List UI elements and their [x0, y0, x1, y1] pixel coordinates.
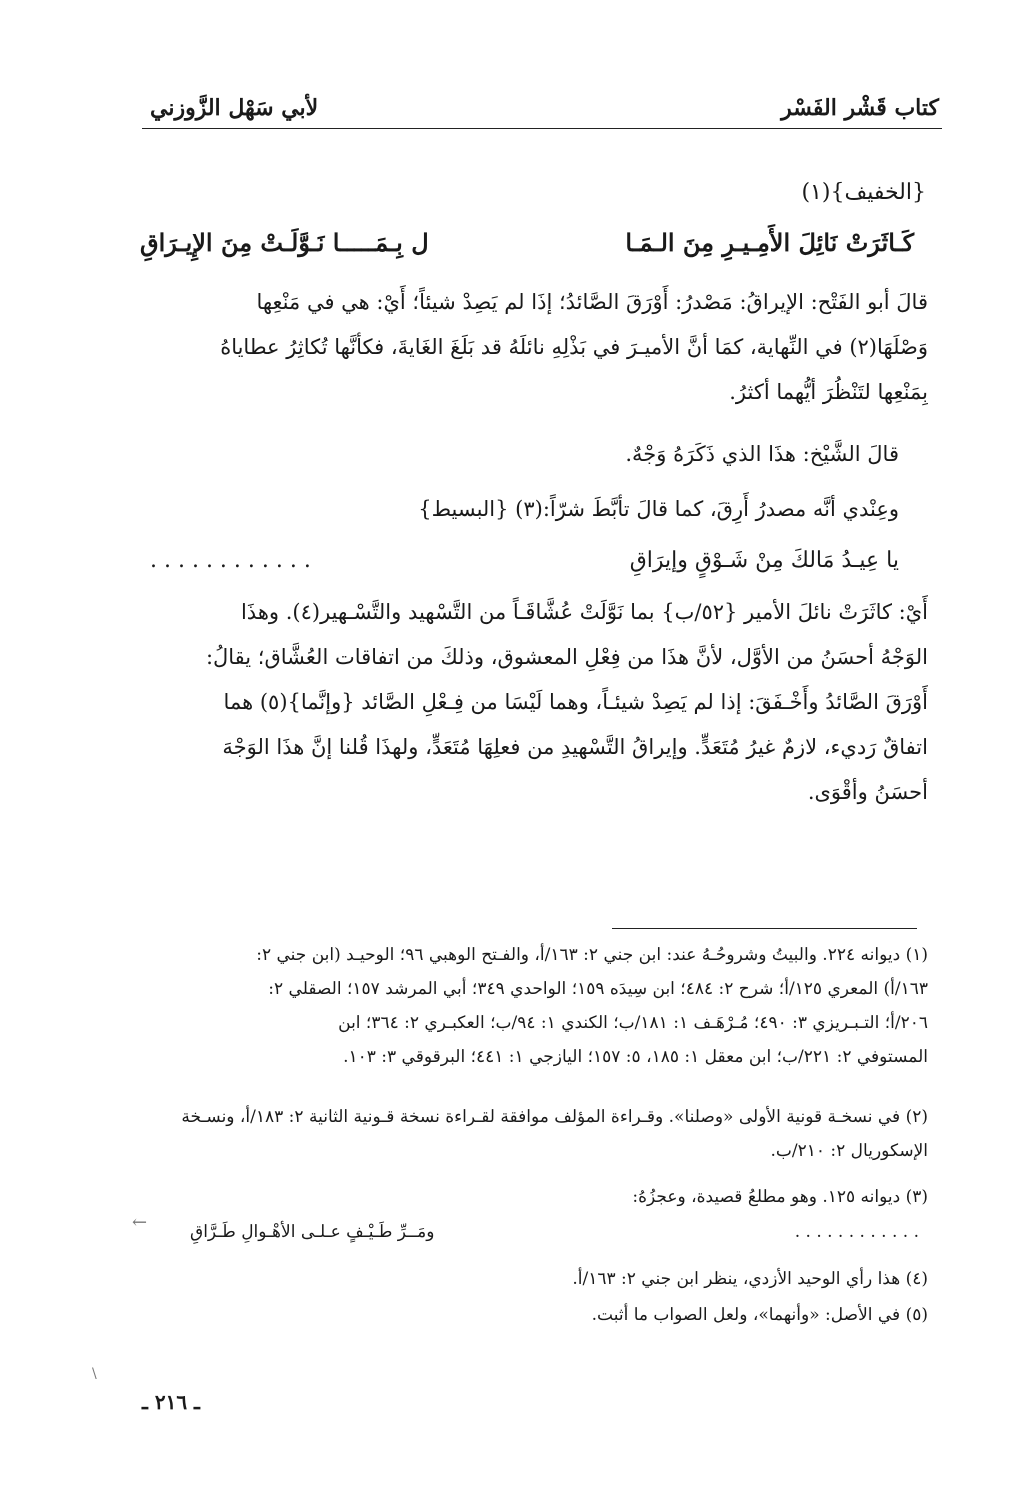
- footnote-divider: [612, 928, 917, 929]
- footnote-1: [150, 938, 928, 1074]
- footnote-line: (١) ديوانه ٢٢٤. والبيتُ وشروحُـهُ عند: ابن جني ٢: ١٦٣/أ، والفـتح الوهبي ٩٦؛ الوحيـد (ابن جني ٢:: [256, 945, 928, 965]
- author-opinion: وعِنْدي أنَّه مصدرُ أَرِقَ، كما قالَ تأبَّطَ شرّاً:(٣) {البسيط}: [418, 497, 899, 521]
- author-title: لأبي سَهْل الزَّوزني: [150, 95, 319, 121]
- verse-hemistich-first: كَـاثَرَتْ نَائِلَ الأَمِـيـرِ مِنَ الـمَـا: [625, 228, 914, 257]
- footnote-line: الإسكوريال ٢: ٢١٠/ب.: [770, 1141, 928, 1161]
- text-line: الوَجْهُ أحسَنُ من الأوَّل، لأنَّ هذَا من فِعْلِ المعشوق، وذلكَ من اتفاقات العُشَّاق؛ يقالُ:: [205, 645, 928, 669]
- text-line: قالَ أبو الفَتْح: الإيراقُ: مَصْدرُ: أَوْرَقَ الصَّائدُ؛ إذَا لم يَصِدْ شيئاً؛ أَيْ: هي في مَنْعِها: [256, 290, 928, 314]
- footnote-line: (٢) في نسخـة قونية الأولى «وصلنا». وقـراءة المؤلف موافقة لقـراءة نسخة قـونية الثانية ٢: ١٨٣/أ، ونسـخة: [181, 1107, 928, 1127]
- margin-mark: \: [92, 1366, 97, 1382]
- verse-hemistich-second: ومَــرِّ طَـيْـفٍ عـلـى الأهْـوالِ طَـرَّاقِ: [190, 1222, 435, 1242]
- footnote-line: ٢٠٦/أ؛ التـبـريزي ٣: ٤٩٠؛ مُـرْهَـف ١: ١٨١/ب؛ الكندي ١: ٩٤/ب؛ العكبـري ٢: ٣٦٤؛ ابن: [338, 1013, 928, 1033]
- page-number: ـ ٢١٦ ـ: [142, 1390, 200, 1414]
- verse-line: [140, 228, 914, 257]
- footnote-line: ١٦٣/أ) المعري ١٢٥/أ؛ شرح ٢: ٤٨٤؛ ابن سِيدَه ١٥٩؛ الواحدي ٣٤٩؛ أبي المرشد ١٥٧؛ الصقلي ٢:: [268, 979, 928, 999]
- header-divider: [142, 128, 942, 129]
- footnote-line: المستوفي ٢: ٢٢١/ب؛ ابن معقل ١: ١٨٥، ٥: ١٥٧؛ اليازجي ١: ٤٤١؛ البرقوقي ٣: ١٠٣.: [343, 1047, 928, 1067]
- footnote-3-verse: [190, 1222, 919, 1242]
- quoted-verse: [150, 548, 899, 573]
- margin-mark: ←: [132, 1212, 148, 1233]
- verse-hemistich-first: . . . . . . . . . . . .: [794, 1222, 919, 1242]
- footnote-3: (٣) ديوانه ١٢٥. وهو مطلعُ قصيدة، وعجزُهُ:: [632, 1187, 928, 1207]
- explanation-paragraph: [150, 590, 928, 815]
- sheikh-remark: قالَ الشَّيْخ: هذَا الذي ذَكَرَهُ وَجْهٌ.: [625, 442, 899, 466]
- verse-hemistich-second: ل بِـمَـــــا نَـوَّلَـتْ مِنَ الإِيـرَاقِ: [140, 228, 429, 257]
- text-line: بِمَنْعِها لتَنْظُرَ أيُّهما أكثرُ.: [729, 380, 928, 404]
- verse-hemistich-second: . . . . . . . . . . . .: [150, 548, 311, 573]
- book-title: كتاب قَشْر الفَسْر: [781, 95, 939, 121]
- commentary-paragraph: [150, 280, 928, 415]
- text-line: وَصْلَهَا(٢) في النِّهاية، كمَا أنَّ الأميـرَ في بَذْلِهِ نائلَهُ قد بَلَغَ الغَايةَ، فكأنَّها تُكاثِرُ عطاياهُ: [220, 335, 928, 359]
- text-line: أَوْرَقَ الصَّائدُ وأَخْـفَقَ: إذا لم يَصِدْ شيئـاً، وهما لَيْسَا من فِـعْلِ الصَّائد {وإنَّما}(٥) هما: [223, 690, 928, 714]
- verse-meter: {الخفيف}(١): [801, 180, 926, 205]
- text-line: أحسَنُ وأقْوَى.: [807, 780, 928, 804]
- footnote-5: (٥) في الأصل: «وأنهما»، ولعل الصواب ما أثبت.: [591, 1305, 928, 1325]
- footnote-4: (٤) هذا رأي الوحيد الأزدي، ينظر ابن جني ٢: ١٦٣/أ.: [572, 1269, 928, 1289]
- text-line: أَيْ: كاثَرَتْ نائلَ الأمير {٥٢/ب} بما نَوَّلَتْ عُشَّاقَـاً من التَّسْهيد والتَّسْـهير(٤). وهذَا: [240, 600, 928, 624]
- text-line: اتفاقٌ رَديء، لازمٌ غيرُ مُتَعَدٍّ. وإيراقُ التَّسْهيدِ من فعلِهَا مُتَعَدٍّ، ولهذَا قُلنا إنَّ هذَا الوَجْهَ: [222, 735, 928, 759]
- verse-hemistich-first: يا عِيـدُ مَالكَ مِنْ شَـوْقٍ وإيرَاقِ: [629, 548, 899, 573]
- footnote-2: [150, 1100, 928, 1168]
